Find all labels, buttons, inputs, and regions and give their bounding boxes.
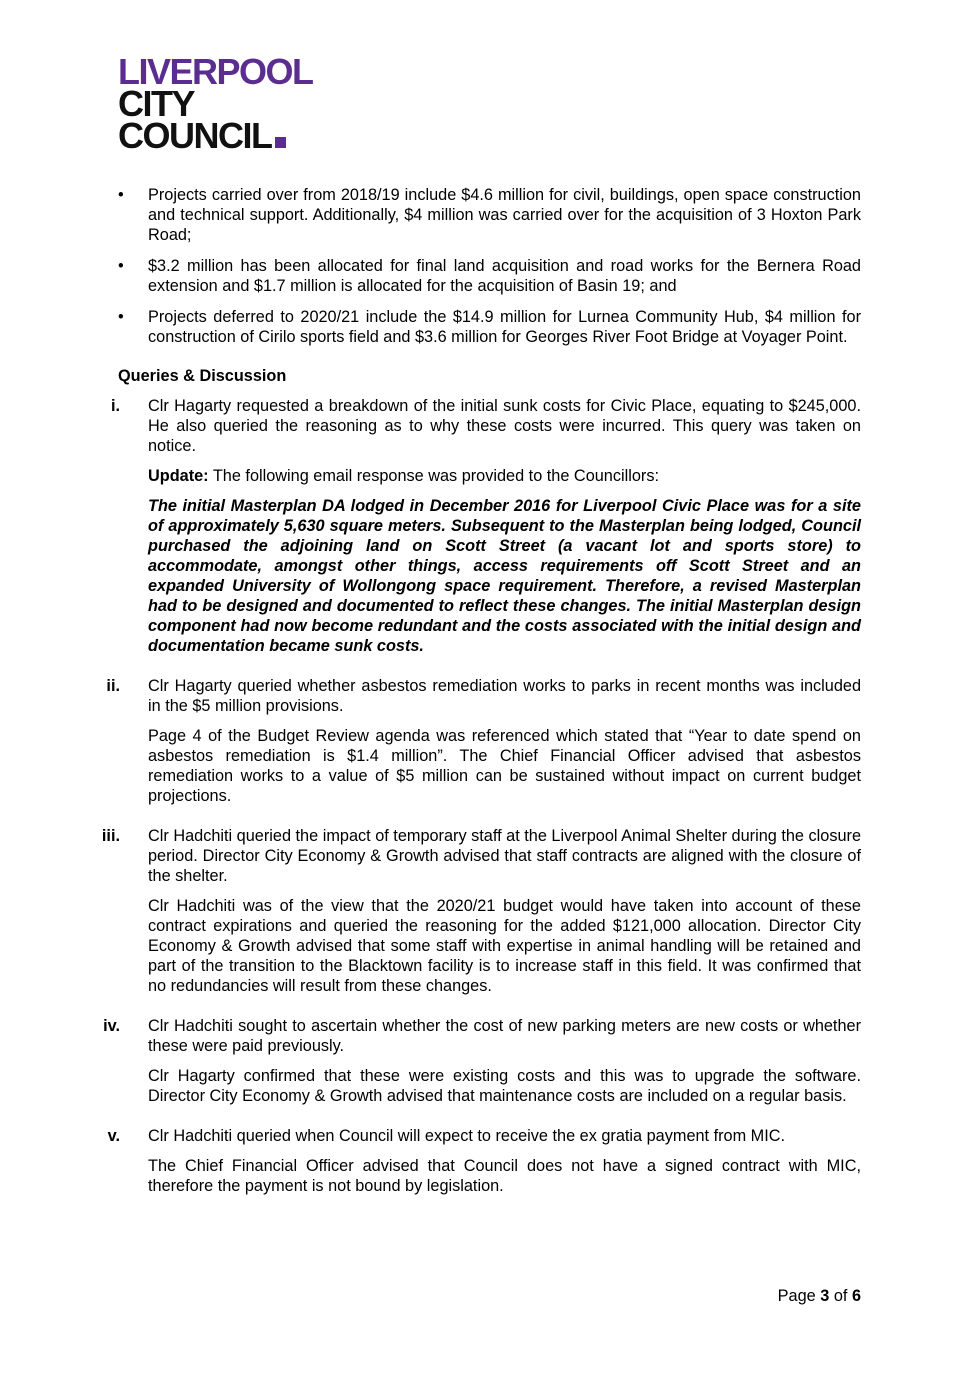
bullet-icon: • (118, 308, 124, 326)
logo-line-2: CITY (118, 83, 195, 124)
item-paragraph: Clr Hagarty confirmed that these were existing costs and this was to upgrade the software. Director City Economy & Growth advised that maintenance costs are included on a regular basis. (148, 1067, 861, 1105)
page-number: Page 3 of 6 (777, 1287, 861, 1305)
bullet-text: $3.2 million has been allocated for final land acquisition and road works for the Bernera Road extension and $1.7 million is allocated for the acquisition of Basin 19; and (148, 257, 861, 295)
logo-dot-icon (275, 137, 286, 148)
query-item-iv (96, 1016, 861, 1106)
query-item-ii (96, 676, 861, 806)
bullet-icon: • (118, 186, 124, 204)
update-label: Update: (148, 467, 209, 485)
bullet-item (96, 185, 861, 245)
item-number: i. (110, 397, 120, 415)
item-paragraph: The Chief Financial Officer advised that Council does not have a signed contract with MIC, therefore the payment is not bound by legislation. (148, 1157, 861, 1195)
bullet-text: Projects deferred to 2020/21 include the $14.9 million for Lurnea Community Hub, $4 million for construction of Cirilo sports field and $3.6 million for Georges River Foot Bridge at Voyager Point. (148, 308, 861, 346)
item-paragraph: Clr Hagarty queried whether asbestos remediation works to parks in recent months was included in the $5 million provisions. (148, 677, 861, 715)
item-paragraph: Clr Hadchiti sought to ascertain whether the cost of new parking meters are new costs or whether these were paid previously. (148, 1017, 861, 1055)
bullet-item (96, 256, 861, 296)
item-paragraph: Page 4 of the Budget Review agenda was referenced which stated that “Year to date spend on asbestos remediation is $1.4 million”. The Chief Financial Officer advised that asbestos remediation works to a value of $5 million can be sustained without impact on current budget projections. (148, 727, 861, 805)
document-body (96, 185, 861, 1206)
item-paragraph: Clr Hagarty requested a breakdown of the initial sunk costs for Civic Place, equating to $245,000. He also queried the reasoning as to why these costs were incurred. This query was taken on notice. (148, 397, 861, 455)
logo-line-3 (118, 115, 313, 156)
bullet-icon: • (118, 257, 124, 275)
query-item-i (96, 396, 861, 656)
section-heading: Queries & Discussion (118, 367, 287, 385)
item-number: iii. (101, 827, 120, 845)
council-logo (118, 51, 313, 156)
logo-line-1: LIVERPOOL (118, 51, 313, 92)
bullet-text: Projects carried over from 2018/19 include $4.6 million for civil, buildings, open space construction and technical support. Additionally, $4 million was carried over for the acquisition of 3 Hoxton Park Road; (148, 186, 861, 244)
item-number: v. (107, 1127, 120, 1145)
total-pages: 6 (851, 1287, 861, 1305)
update-paragraph (148, 466, 861, 486)
bullet-item (96, 307, 861, 347)
update-text: The following email response was provided to the Councillors: (208, 467, 659, 485)
query-item-v (96, 1126, 861, 1196)
item-paragraph: Clr Hadchiti was of the view that the 2020/21 budget would have taken into account of these contract expirations and queried the reasoning for the added $121,000 allocation. Director City Economy & Growth advised that some staff with expertise in animal handling will be retained and part of the transition to the Blacktown facility is to increase staff in this field. It was confirmed that no redundancies will result from these changes. (148, 897, 861, 995)
logo-line-3-text: COUNCIL (118, 115, 272, 156)
item-paragraph: Clr Hadchiti queried the impact of temporary staff at the Liverpool Animal Shelter during the closure period. Director City Economy & Growth advised that staff contracts are aligned with the closure of the shelter. (148, 827, 861, 885)
item-number: iv. (103, 1017, 120, 1035)
query-item-iii (96, 826, 861, 996)
current-page: 3 (820, 1287, 830, 1305)
item-paragraph: Clr Hadchiti queried when Council will expect to receive the ex gratia payment from MIC. (148, 1127, 786, 1145)
quoted-response: The initial Masterplan DA lodged in December 2016 for Liverpool Civic Place was for a site of approximately 5,630 square meters. Subsequent to the Masterplan being lodged, Council purchased the adjoining land on Scott Street (a vacant lot and sports store) to accommodate, amongst other things, access requirements off Scott Street and an expanded University of Wollongong space requirement. Therefore, a revised Masterplan had to be designed and documented to reflect these changes. The initial Masterplan design component had now become redundant and the costs associated with the initial design and documentation became sunk costs. (148, 497, 861, 655)
item-number: ii. (106, 677, 120, 695)
